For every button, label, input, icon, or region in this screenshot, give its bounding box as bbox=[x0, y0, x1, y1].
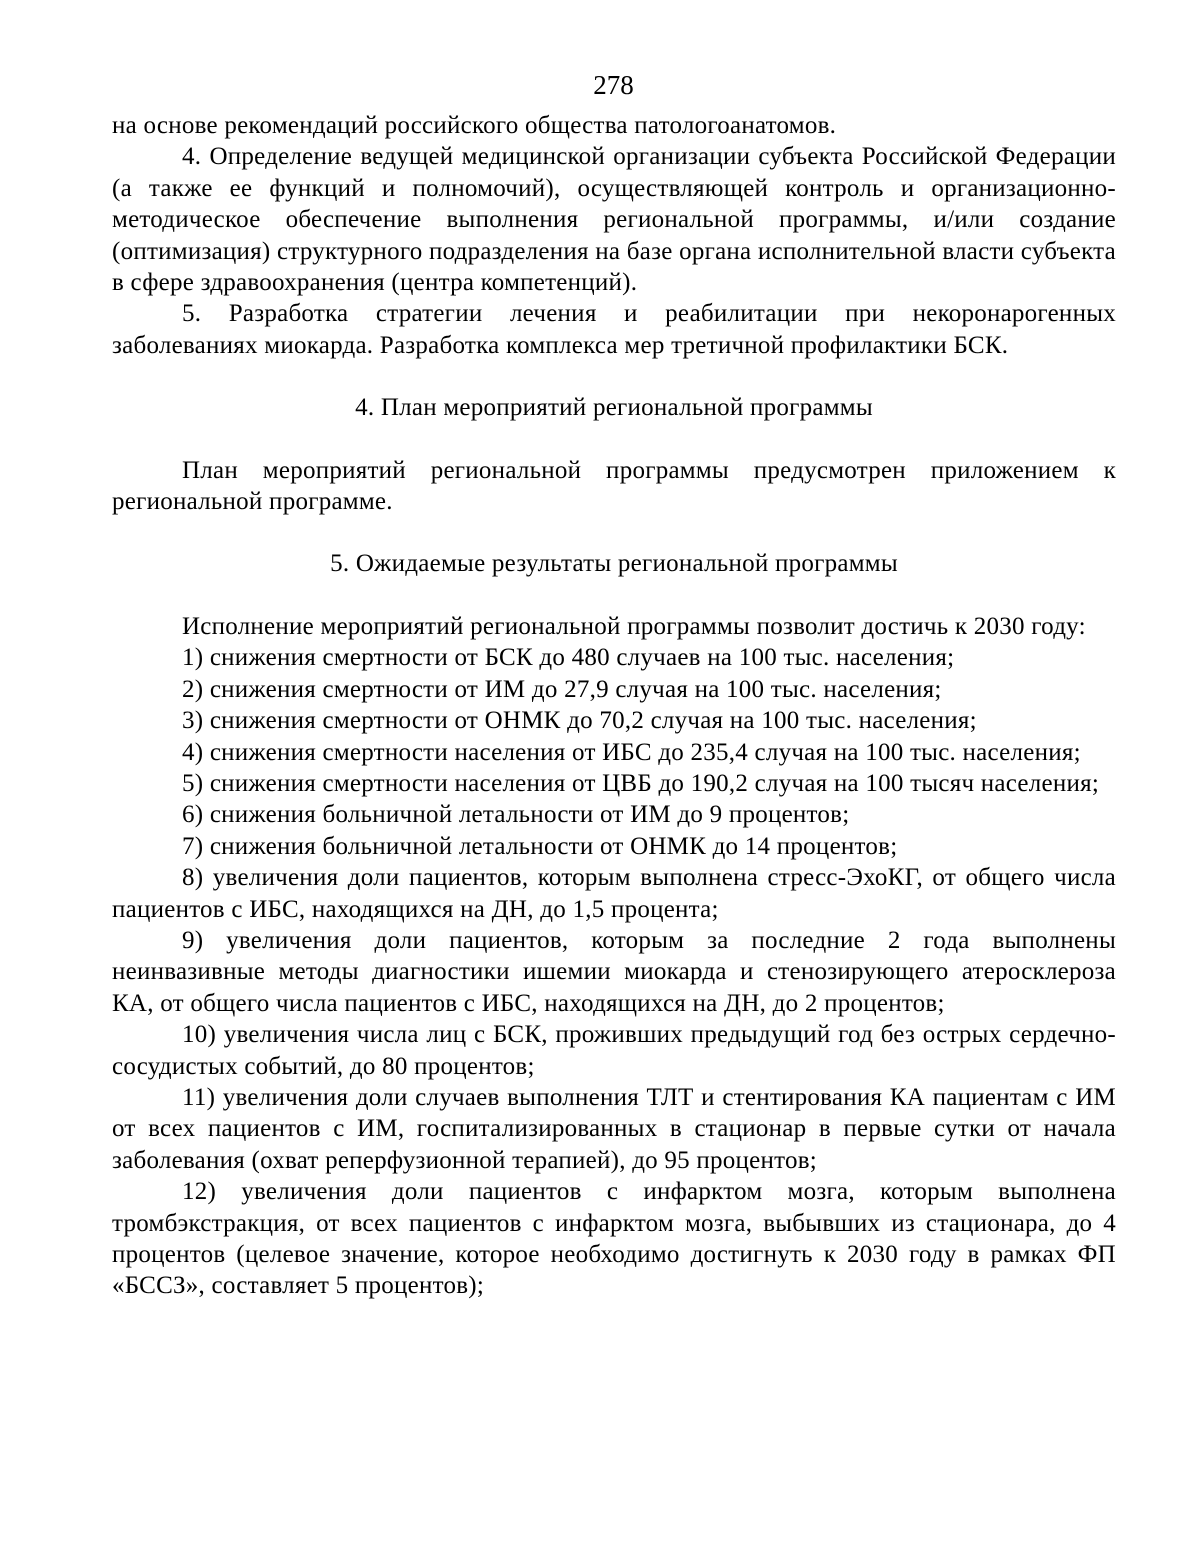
list-item: 10) увеличения числа лиц с БСК, проживших предыдущий год без острых сердечно-сосудистых событий, до 80 процентов; bbox=[112, 1021, 1116, 1080]
list-item: 3) снижения смертности от ОНМК до 70,2 случая на 100 тыс. населения; bbox=[182, 707, 977, 735]
spacer bbox=[112, 361, 1116, 392]
paragraph-continuation: на основе рекомендаций российского общества патологоанатомов. bbox=[112, 112, 837, 139]
list-item: 8) увеличения доли пациентов, которым выполнена стресс-ЭхоКГ, от общего числа пациентов с ИБС, находящихся на ДН, до 1,5 процента; bbox=[112, 864, 1116, 923]
spacer bbox=[112, 517, 1116, 548]
paragraph-item-4: 4. Определение ведущей медицинской организации субъекта Российской Федерации (а также ее функций и полномочий), осуществляющей контроль и организационно-методическое обеспечение выполнения региональной программы, и/или создание (оптимизация) структурного подразделения на базе органа исполнительной власти субъекта в сфере здравоохранения (центра компетенций). bbox=[112, 143, 1116, 297]
spacer bbox=[112, 580, 1116, 611]
list-item: 9) увеличения доли пациентов, которым за последние 2 года выполнены неинвазивные методы диагностики ишемии миокарда и стенозирующего атеросклероза КА, от общего числа пациентов с ИБС, находящихся на ДН, до 2 процентов; bbox=[112, 926, 1116, 1017]
page-number: 278 bbox=[593, 70, 634, 100]
list-item: 4) снижения смертности населения от ИБС до 235,4 случая на 100 тыс. населения; bbox=[182, 738, 1081, 766]
list-item: 11) увеличения доли случаев выполнения ТЛТ и стентирования КА пациентам с ИМ от всех пациентов с ИМ, госпитализированных в стационар в первые сутки от начала заболевания (охват реперфузионной терапией), до 95 процентов; bbox=[112, 1083, 1116, 1174]
paragraph-item-5: 5. Разработка стратегии лечения и реабилитации при некоронарогенных заболеваниях миокарда. Разработка комплекса мер третичной профилактики БСК. bbox=[112, 300, 1116, 359]
section-heading-4: 4. План мероприятий региональной программы bbox=[355, 394, 873, 422]
list-item: 1) снижения смертности от БСК до 480 случаев на 100 тыс. населения; bbox=[182, 644, 955, 672]
list-item: 7) снижения больничной летальности от ОНМК до 14 процентов; bbox=[182, 832, 898, 860]
section-heading-5: 5. Ожидаемые результаты региональной программы bbox=[330, 550, 898, 578]
document-body bbox=[112, 110, 1116, 1302]
list-item: 12) увеличения доли пациентов с инфарктом мозга, которым выполнена тромбэкстракция, от всех пациентов с инфарктом мозга, выбывших из стационара, до 4 процентов (целевое значение, которое необходимо достигнуть к 2030 году в рамках ФП «БССЗ», составляет 5 процентов); bbox=[112, 1178, 1116, 1300]
paragraph-intro: Исполнение мероприятий региональной программы позволит достичь к 2030 году: bbox=[182, 612, 1086, 640]
list-item: 2) снижения смертности от ИМ до 27,9 случая на 100 тыс. населения; bbox=[182, 675, 942, 703]
spacer bbox=[112, 424, 1116, 455]
list-item: 6) снижения больничной летальности от ИМ до 9 процентов; bbox=[182, 801, 850, 829]
list-item: 5) снижения смертности населения от ЦВБ до 190,2 случая на 100 тысяч населения; bbox=[182, 769, 1100, 797]
paragraph-plan: План мероприятий региональной программы предусмотрен приложением к региональной программе. bbox=[112, 456, 1116, 516]
